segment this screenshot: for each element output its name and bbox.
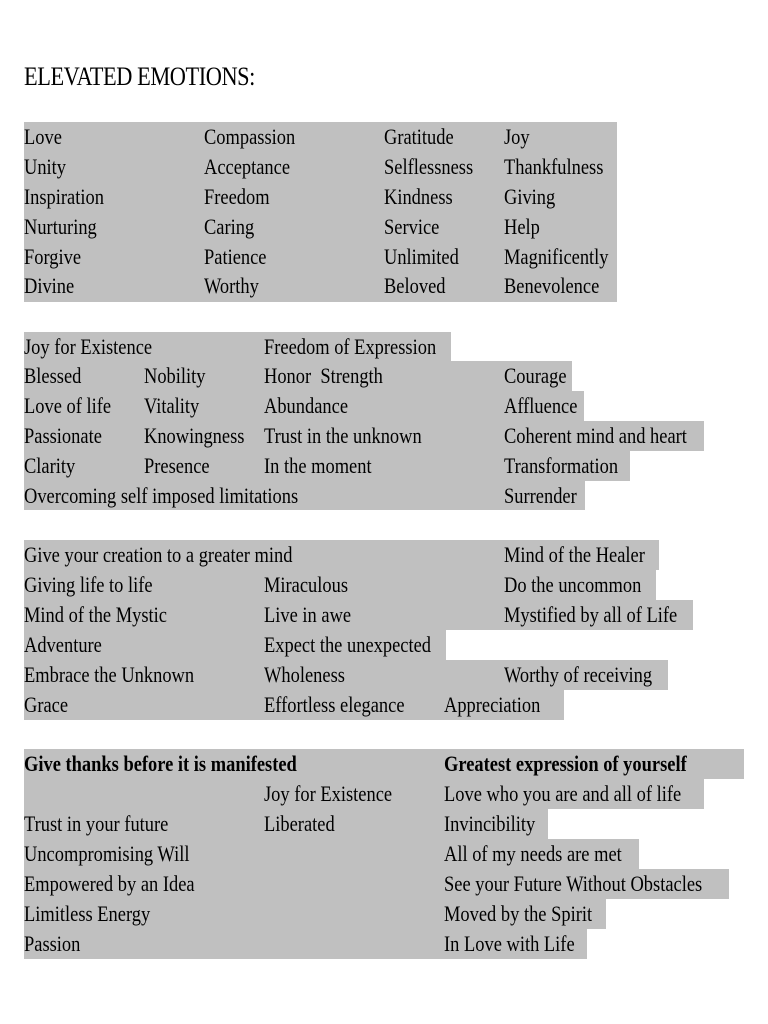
emotion-term: Moved by the Spirit xyxy=(444,901,593,926)
emotion-term: Gratitude xyxy=(384,124,454,149)
page-title: ELEVATED EMOTIONS: xyxy=(24,62,255,91)
emotion-term: Giving xyxy=(504,184,556,209)
emotion-term: Worthy xyxy=(204,273,259,298)
emotion-term: In Love with Life xyxy=(444,931,575,956)
emotion-term: Appreciation xyxy=(444,692,541,717)
emotion-term: Mind of the Healer xyxy=(504,542,645,567)
emotion-term: Honor Strength xyxy=(264,363,383,388)
emotion-term: Magnificently xyxy=(504,244,609,269)
emotion-term: Limitless Energy xyxy=(24,901,151,926)
emotion-term: Caring xyxy=(204,214,255,239)
emotion-term: Divine xyxy=(24,273,75,298)
emotion-term: Wholeness xyxy=(264,662,345,687)
emotion-term: Joy for Existence xyxy=(264,781,393,806)
emotion-term: Invincibility xyxy=(444,811,536,836)
emotion-term: Abundance xyxy=(264,393,349,418)
emotion-term: Nobility xyxy=(144,363,206,388)
emotion-term: Affluence xyxy=(504,393,578,418)
emotion-term: Forgive xyxy=(24,244,82,269)
emotion-term: Nurturing xyxy=(24,214,97,239)
emotion-term: Unlimited xyxy=(384,244,459,269)
emotion-term: Giving life to life xyxy=(24,572,153,597)
emotion-term: Give your creation to a greater mind xyxy=(24,542,293,567)
emotion-term: Passionate xyxy=(24,423,102,448)
emotion-term: Joy for Existence xyxy=(24,334,153,359)
emotion-term: Patience xyxy=(204,244,267,269)
section-heading: Greatest expression of yourself xyxy=(444,751,687,776)
emotion-term: Passion xyxy=(24,931,81,956)
emotion-term: Effortless elegance xyxy=(264,692,405,717)
emotion-term: All of my needs are met xyxy=(444,841,622,866)
emotion-term: Mystified by all of Life xyxy=(504,602,678,627)
emotion-term: Vitality xyxy=(144,393,200,418)
emotion-term: Coherent mind and heart xyxy=(504,423,687,448)
emotion-term: Beloved xyxy=(384,273,446,298)
emotion-term: Worthy of receiving xyxy=(504,662,653,687)
emotion-term: Miraculous xyxy=(264,572,349,597)
emotion-term: Help xyxy=(504,214,540,239)
emotion-term: Transformation xyxy=(504,453,619,478)
emotion-term: Love who you are and all of life xyxy=(444,781,682,806)
emotion-term: Service xyxy=(384,214,440,239)
emotion-term: Thankfulness xyxy=(504,154,604,179)
emotion-term: Love of life xyxy=(24,393,112,418)
emotion-term: Love xyxy=(24,124,62,149)
emotion-term: See your Future Without Obstacles xyxy=(444,871,703,896)
emotion-term: Mind of the Mystic xyxy=(24,602,167,627)
emotion-term: Live in awe xyxy=(264,602,352,627)
emotion-term: Inspiration xyxy=(24,184,104,209)
emotion-term: Blessed xyxy=(24,363,82,388)
emotion-term: Clarity xyxy=(24,453,76,478)
emotion-term: Overcoming self imposed limitations xyxy=(24,483,299,508)
emotion-term: Do the uncommon xyxy=(504,572,642,597)
emotion-term: Acceptance xyxy=(204,154,291,179)
emotion-term: Empowered by an Idea xyxy=(24,871,195,896)
emotion-term: Courage xyxy=(504,363,567,388)
emotion-term: Compassion xyxy=(204,124,296,149)
emotion-term: Presence xyxy=(144,453,210,478)
emotion-term: Kindness xyxy=(384,184,453,209)
emotion-term: Uncompromising Will xyxy=(24,841,190,866)
emotion-term: Selflessness xyxy=(384,154,474,179)
emotion-term: Freedom xyxy=(204,184,270,209)
emotion-term: Embrace the Unknown xyxy=(24,662,195,687)
emotion-term: Knowingness xyxy=(144,423,245,448)
emotion-term: Unity xyxy=(24,154,67,179)
emotion-term: Adventure xyxy=(24,632,102,657)
emotion-term: Freedom of Expression xyxy=(264,334,437,359)
emotion-term: Expect the unexpected xyxy=(264,632,431,657)
emotion-term: Trust in the unknown xyxy=(264,423,422,448)
emotion-term: Grace xyxy=(24,692,69,717)
emotion-term: Benevolence xyxy=(504,273,600,298)
emotion-term: Surrender xyxy=(504,483,577,508)
section-heading: Give thanks before it is manifested xyxy=(24,751,297,776)
emotion-term: Trust in your future xyxy=(24,811,169,836)
emotion-term: Joy xyxy=(504,124,530,149)
emotion-term: Liberated xyxy=(264,811,335,836)
emotion-term: In the moment xyxy=(264,453,372,478)
